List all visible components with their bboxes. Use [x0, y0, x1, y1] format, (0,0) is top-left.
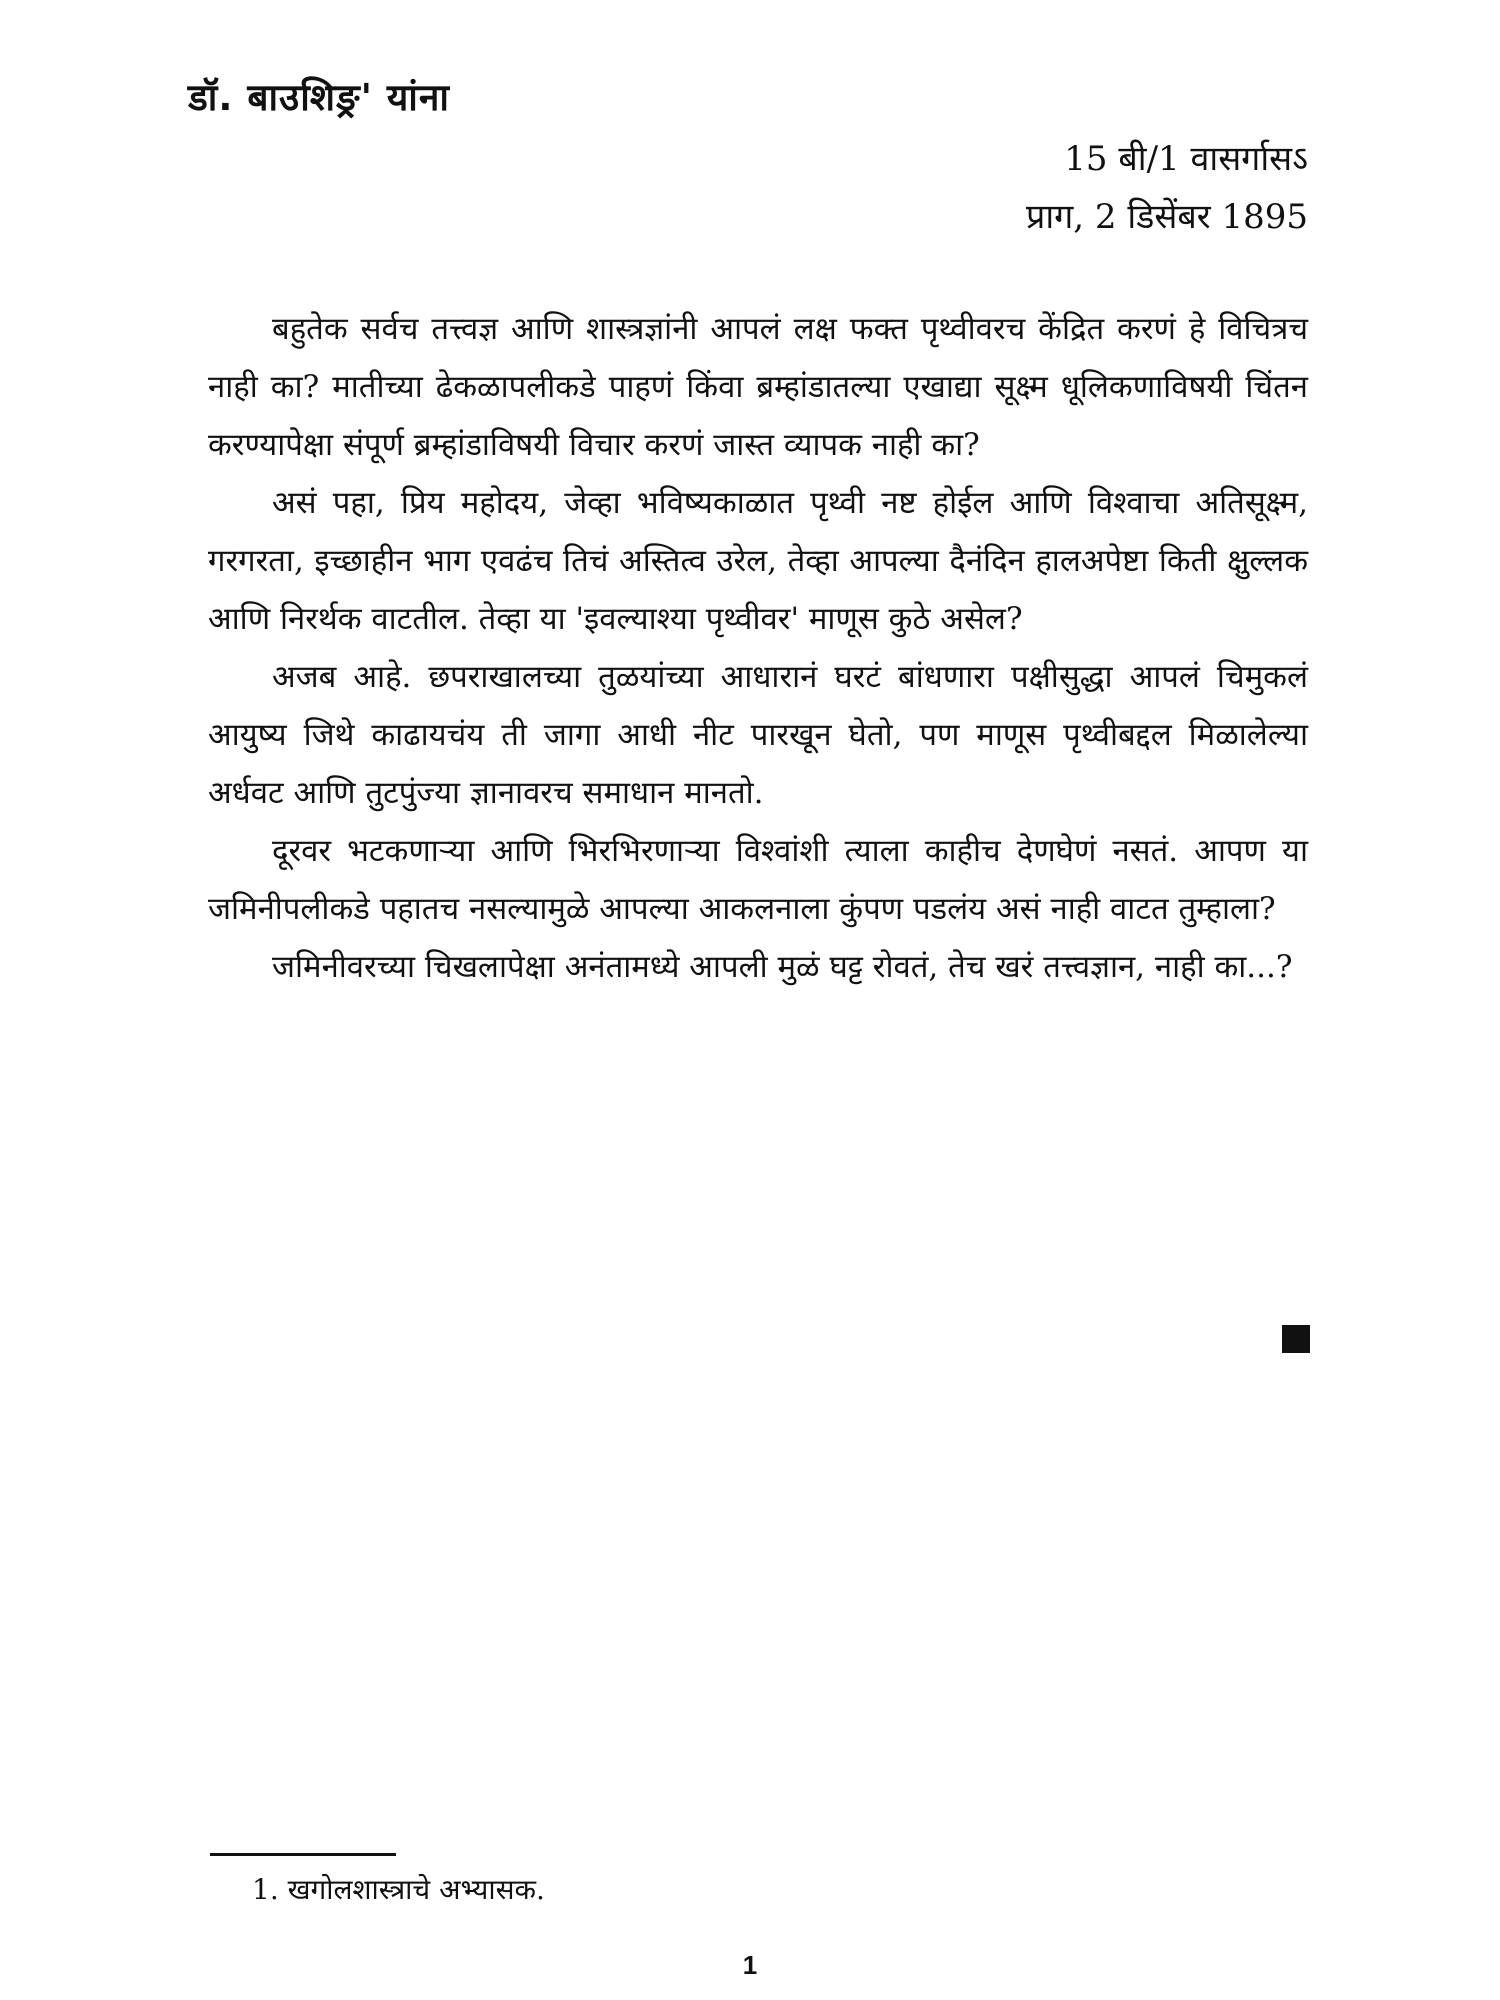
footnote-divider	[210, 1853, 396, 1856]
address-line-date: प्राग, 2 डिसेंबर 1895	[1026, 197, 1308, 237]
footnote: 1. खगोलशास्त्राचे अभ्यासक.	[252, 1873, 545, 1906]
paragraph: बहुतेक सर्वच तत्त्वज्ञ आणि शास्त्रज्ञांनी आपलं लक्ष फक्त पृथ्वीवरच केंद्रित करणं हे विचित्रच नाही का? मातीच्या ढेकळापलीकडे पाहणं किंवा ब्रम्हांडातल्या एखाद्या सूक्ष्म धूलिकणाविषयी चिंतन करण्यापेक्षा संपूर्ण ब्रम्हांडाविषयी विचार करणं जास्त व्यापक नाही का?	[208, 311, 1308, 463]
paragraph: दूरवर भटकणाऱ्या आणि भिरभिरणाऱ्या विश्वांशी त्याला काहीच देणघेणं नसतं. आपण या जमिनीपलीकडे पहातच नसल्यामुळे आपल्या आकलनाला कुंपण पडलंय असं नाही वाटत तुम्हाला?	[208, 833, 1308, 927]
letter-address	[1026, 130, 1308, 246]
paragraph: जमिनीवरच्या चिखलापेक्षा अनंतामध्ये आपली मुळं घट्ट रोवतं, तेच खरं तत्त्वज्ञान, नाही का...?	[272, 949, 1293, 985]
page-number: 1	[742, 1950, 758, 1980]
paragraph: अजब आहे. छपराखालच्या तुळयांच्या आधारानं घरटं बांधणारा पक्षीसुद्धा आपलं चिमुकलं आयुष्य जिथे काढायचंय ती जागा आधी नीट पारखून घेतो, पण माणूस पृथ्वीबद्दल मिळालेल्या अर्धवट आणि तुटपुंज्या ज्ञानावरच समाधान मानतो.	[208, 659, 1308, 811]
paragraph: असं पहा, प्रिय महोदय, जेव्हा भविष्यकाळात पृथ्वी नष्ट होईल आणि विश्वाचा अतिसूक्ष्म, गरगरता, इच्छाहीन भाग एवढंच तिचं अस्तित्व उरेल, तेव्हा आपल्या दैनंदिन हालअपेष्टा किती क्षुल्लक आणि निरर्थक वाटतील. तेव्हा या 'इवल्याश्या पृथ्वीवर' माणूस कुठे असेल?	[208, 485, 1308, 637]
end-of-section-square-icon	[1282, 1325, 1310, 1353]
letter-body	[208, 300, 1308, 996]
letter-salutation: डॉ. बाउशिङ्र' यांना	[188, 76, 450, 119]
address-line-street: 15 बी/1 वासर्गासऽ	[1064, 139, 1308, 179]
